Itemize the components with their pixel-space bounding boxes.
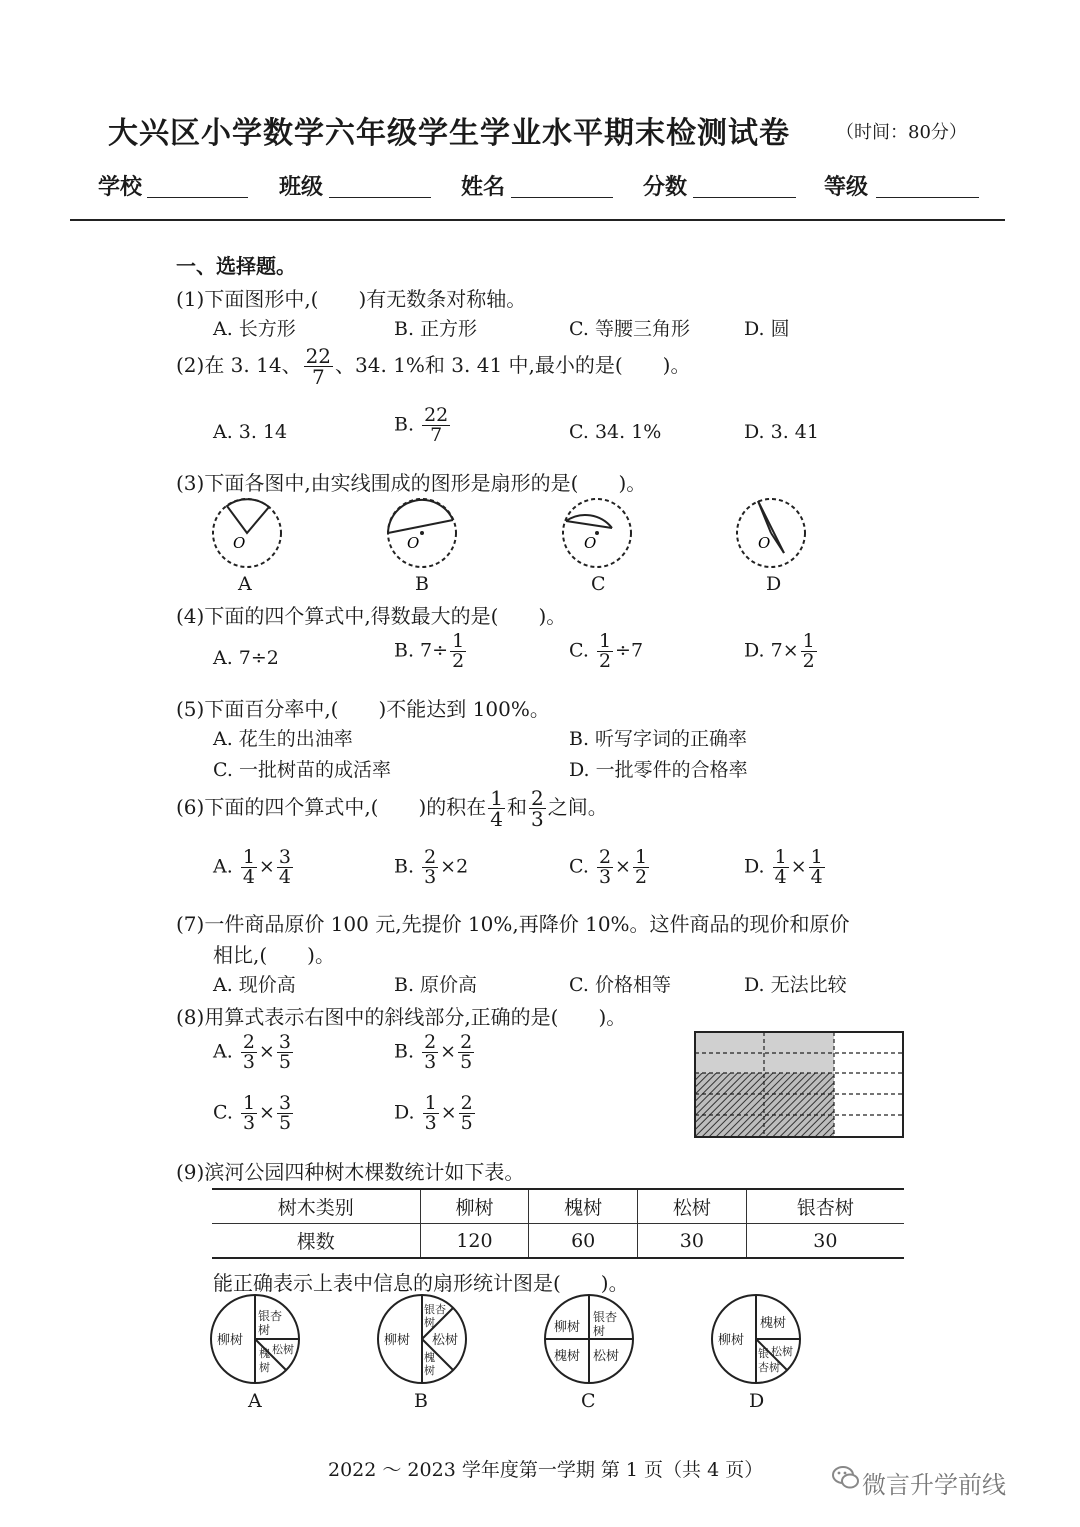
q4-od-text: D. 7×	[744, 639, 799, 662]
q8-oc-f1n: 1	[242, 1092, 256, 1114]
q8-od-label: D.	[394, 1101, 415, 1124]
table-cell: 30	[638, 1224, 747, 1259]
table-header-cell: 松树	[638, 1189, 747, 1224]
q7-option-d: D. 无法比较	[744, 974, 847, 996]
table-header-cell: 银杏树	[746, 1189, 904, 1224]
q3-center-d: O	[758, 534, 771, 552]
q6-oa-f2d: 4	[278, 866, 291, 888]
q8-oa-f2	[277, 1033, 293, 1072]
q4-oc-num: 1	[598, 630, 612, 652]
q6-oa-f2n: 3	[278, 846, 291, 868]
q9-b-yin2: 树	[424, 1316, 435, 1329]
field-score-label: 分数	[643, 175, 688, 200]
q6-od-times: ×	[790, 855, 807, 878]
q6-od-f1d: 4	[774, 866, 787, 888]
table-cell: 30	[746, 1224, 904, 1259]
q9-c-yin1: 银杏	[593, 1310, 618, 1324]
q8-od-f2	[459, 1094, 475, 1133]
table-header-row	[212, 1189, 904, 1224]
q7-stem-line2: 相比,( )。	[213, 943, 335, 967]
table-header-cell: 槐树	[529, 1189, 638, 1224]
q3-label-a: A	[238, 573, 252, 595]
q8-oc-f1	[241, 1094, 257, 1133]
q4-option-c	[569, 632, 643, 671]
q4-ob-den: 2	[452, 650, 465, 672]
q6-oa-f1	[241, 848, 257, 887]
q8-option-d	[394, 1094, 477, 1133]
q9-c-yin2: 树	[593, 1324, 606, 1338]
q6-ob-times2: ×2	[440, 855, 469, 878]
exam-title: 大兴区小学数学六年级学生学业水平期末检测试卷	[108, 116, 790, 151]
q9-c-liu: 柳树	[554, 1320, 581, 1335]
q5-stem: (5)下面百分率中,( )不能达到 100%。	[176, 697, 550, 721]
watermark: 微言升学前线	[862, 1471, 1006, 1499]
q2-stem	[176, 346, 691, 387]
q4-oc-den: 2	[598, 650, 612, 672]
q3-center-c: O	[584, 534, 597, 552]
table-cell: 120	[420, 1224, 529, 1259]
q8-option-c	[213, 1094, 295, 1133]
q3-figures	[200, 495, 840, 595]
q6-oc-label: C.	[569, 855, 589, 878]
q3-label-b: B	[415, 573, 429, 595]
q8-od-f1d: 3	[424, 1112, 437, 1134]
q8-oc-times: ×	[259, 1101, 275, 1124]
field-class-blank	[329, 197, 431, 198]
q9-a-huai2: 树	[259, 1361, 270, 1374]
q8-stem: (8)用算式表示右图中的斜线部分,正确的是( )。	[176, 1005, 627, 1029]
q6-oc-f1n: 2	[598, 846, 612, 868]
q2-option-c: C. 34. 1%	[569, 421, 662, 443]
q9-d-huai: 槐树	[760, 1316, 787, 1331]
field-score-blank	[693, 197, 796, 198]
q6-oa-label: A.	[213, 855, 233, 878]
table-cell: 60	[529, 1224, 638, 1259]
q5-option-d: D. 一批零件的合格率	[569, 759, 748, 781]
q3-figure-d	[737, 499, 805, 567]
q9-d-liu: 柳树	[718, 1333, 745, 1348]
q8-oa-label: A.	[213, 1040, 233, 1063]
q4-option-a: A. 7÷2	[213, 647, 279, 669]
q2-option-d: D. 3. 41	[744, 421, 819, 443]
q9-pie-c	[545, 1295, 633, 1383]
q6-f2-num: 2	[531, 786, 544, 810]
q6-oc-f2	[633, 848, 649, 887]
table-header-cell: 树木类别	[212, 1189, 420, 1224]
q7-option-c: C. 价格相等	[569, 974, 671, 996]
q8-ob-f2n: 2	[460, 1031, 473, 1053]
field-class-label: 班级	[279, 175, 324, 200]
q8-od-f2n: 2	[460, 1092, 473, 1114]
q6-stem	[176, 788, 608, 829]
q4-stem: (4)下面的四个算式中,得数最大的是( )。	[176, 604, 567, 628]
q6-option-b	[394, 848, 468, 887]
q4-option-b	[394, 632, 468, 671]
q6-oc-f2n: 1	[634, 846, 648, 868]
q2-stem-a: (2)在 3. 14、	[176, 353, 302, 377]
q2-frac-den: 7	[311, 365, 325, 389]
q9-pie-label-d: D	[749, 1390, 765, 1412]
q6-od-f1	[773, 848, 789, 887]
section-title: 一、选择题。	[176, 254, 296, 278]
q6-stem-frac2	[529, 788, 546, 829]
q6-od-f2n: 1	[810, 846, 823, 868]
q6-ob-label: B.	[394, 855, 415, 878]
q6-ob-f1n: 2	[424, 846, 437, 868]
q5-option-c: C. 一批树苗的成活率	[213, 759, 391, 781]
q8-ob-f1	[422, 1033, 438, 1072]
q3-center-b: O	[407, 534, 420, 552]
q8-gray-region	[695, 1032, 834, 1073]
q2-option-b-prefix: B.	[394, 413, 415, 436]
q6-oc-f2d: 2	[634, 866, 648, 888]
q9-pie-charts	[205, 1293, 815, 1389]
q6-f1-den: 4	[490, 807, 504, 831]
q9-a-yin2: 树	[258, 1323, 271, 1337]
q3-stem: (3)下面各图中,由实线围成的图形是扇形的是( )。	[176, 471, 647, 495]
q9-a-huai1: 槐	[259, 1347, 270, 1360]
q9-c-song: 松树	[593, 1349, 620, 1364]
field-grade-label: 等级	[824, 175, 869, 200]
q6-oa-f1d: 4	[242, 866, 255, 888]
q6-stem-mid: 和	[507, 795, 528, 819]
q6-option-a	[213, 848, 295, 887]
q6-option-c	[569, 848, 651, 887]
page-footer: 2022 ～ 2023 学年度第一学期 第 1 页（共 4 页）	[328, 1459, 764, 1481]
q9-b-huai2: 树	[424, 1364, 435, 1377]
q9-b-song: 松树	[432, 1333, 459, 1348]
q8-grid-figure	[694, 1031, 906, 1139]
q7-stem-line1: (7)一件商品原价 100 元,先提价 10%,再降价 10%。这件商品的现价和原价	[176, 912, 850, 936]
q6-od-f2	[809, 848, 825, 887]
table-row	[212, 1224, 904, 1259]
q6-od-f2d: 4	[810, 866, 823, 888]
q9-d-song: 松树	[771, 1345, 793, 1358]
q8-ob-f2	[458, 1033, 474, 1072]
q6-od-f1n: 1	[774, 846, 787, 868]
q2-ob-num: 22	[424, 404, 449, 426]
q8-oa-f1d: 3	[242, 1051, 255, 1073]
q8-ob-times: ×	[440, 1040, 457, 1063]
q9-pie-label-a: A	[248, 1390, 262, 1412]
q9-pie-a	[211, 1295, 299, 1383]
q9-a-liu: 柳树	[217, 1333, 244, 1348]
q6-f2-den: 3	[531, 807, 544, 831]
q4-od-den: 2	[802, 650, 815, 672]
q6-oc-f1d: 3	[598, 866, 612, 888]
q1-option-d: D. 圆	[744, 318, 790, 340]
q2-option-b	[394, 406, 452, 445]
q4-ob-text: B. 7÷	[394, 639, 449, 662]
q6-oa-times: ×	[258, 855, 275, 878]
wechat-icon	[832, 1464, 860, 1490]
field-school-blank	[147, 197, 248, 198]
q3-label-d: D	[766, 573, 782, 595]
q2-fraction	[304, 346, 333, 387]
q6-stem-b: 之间。	[547, 795, 608, 819]
q4-oc-suffix: ÷7	[615, 639, 644, 662]
q8-od-times: ×	[440, 1101, 457, 1124]
q9-tree-table	[212, 1188, 904, 1259]
q8-od-f1	[423, 1094, 439, 1133]
q2-frac-num: 22	[305, 344, 332, 368]
q7-option-b: B. 原价高	[394, 974, 478, 996]
q8-oa-f1	[241, 1033, 257, 1072]
exam-time: （时间：80分）	[836, 122, 967, 143]
q9-pie-label-c: C	[581, 1390, 596, 1412]
q8-oa-f2n: 3	[278, 1031, 291, 1053]
q9-a-song: 松树	[272, 1343, 294, 1356]
q3-figure-b	[388, 499, 456, 567]
q8-od-f2d: 5	[460, 1112, 473, 1134]
q5-option-b: B. 听写字词的正确率	[569, 728, 748, 750]
q4-ob-fraction	[450, 632, 466, 671]
q9-pie-label-b: B	[414, 1390, 428, 1412]
q8-ob-f1n: 2	[424, 1031, 437, 1053]
q1-option-b: B. 正方形	[394, 318, 478, 340]
q8-oc-label: C.	[213, 1101, 233, 1124]
field-grade-blank	[876, 197, 979, 198]
q9-d-yin2: 杏树	[758, 1361, 780, 1374]
q4-option-d	[744, 632, 819, 671]
q3-center-a: O	[233, 534, 246, 552]
q9-c-huai: 槐树	[554, 1349, 581, 1364]
q8-oa-times: ×	[258, 1040, 275, 1063]
q3-figure-a	[213, 499, 281, 567]
q8-option-b	[394, 1033, 476, 1072]
q6-option-d	[744, 848, 827, 887]
q8-ob-f1d: 3	[424, 1051, 437, 1073]
q6-od-label: D.	[744, 855, 765, 878]
q8-ob-f2d: 5	[460, 1051, 473, 1073]
q8-od-f1n: 1	[424, 1092, 437, 1114]
q8-ob-label: B.	[394, 1040, 415, 1063]
q8-oc-f2d: 5	[278, 1112, 292, 1134]
q9-stem: (9)滨河公园四种树木棵数统计如下表。	[176, 1160, 525, 1184]
q4-od-fraction	[801, 632, 817, 671]
q9-pie-b	[378, 1295, 466, 1383]
q6-stem-frac1	[488, 788, 505, 829]
q1-stem: (1)下面图形中,( )有无数条对称轴。	[176, 287, 527, 311]
q5-option-a: A. 花生的出油率	[213, 728, 353, 750]
q1-option-a: A. 长方形	[213, 318, 296, 340]
field-name-label: 姓名	[461, 175, 506, 200]
q2-option-b-fraction	[422, 406, 450, 445]
q8-oa-f1n: 2	[242, 1031, 255, 1053]
field-school-label: 学校	[98, 175, 143, 200]
q4-oc-prefix: C.	[569, 639, 589, 662]
q2-stem-b: 、34. 1%和 3. 41 中,最小的是( )。	[335, 353, 691, 377]
q6-oc-times: ×	[615, 855, 631, 878]
header-divider	[70, 219, 1005, 221]
q9-pie-d	[712, 1295, 800, 1383]
q1-option-c: C. 等腰三角形	[569, 318, 690, 340]
q3-figure-c	[563, 499, 631, 567]
q7-option-a: A. 现价高	[213, 974, 296, 996]
q6-oa-f1n: 1	[242, 846, 255, 868]
q4-od-num: 1	[802, 630, 815, 652]
q2-option-a: A. 3. 14	[213, 421, 288, 443]
q6-oa-f2	[277, 848, 293, 887]
table-header-cell: 柳树	[420, 1189, 529, 1224]
q3-label-c: C	[591, 573, 606, 595]
q8-oc-f1d: 3	[242, 1112, 256, 1134]
q9-b-liu: 柳树	[384, 1333, 411, 1348]
q9-a-yin1: 银杏	[258, 1309, 283, 1323]
table-cell: 棵数	[212, 1224, 420, 1259]
q8-oa-f2d: 5	[278, 1051, 291, 1073]
q9-d-yin1: 银	[758, 1347, 769, 1360]
q4-oc-fraction	[597, 632, 613, 671]
q9-stem2: 能正确表示上表中信息的扇形统计图是( )。	[213, 1271, 629, 1295]
q9-b-yin1: 银杏	[424, 1303, 446, 1316]
q6-f1-num: 1	[490, 786, 504, 810]
q6-oc-f1	[597, 848, 613, 887]
q6-ob-f1	[422, 848, 438, 887]
q6-ob-f1d: 3	[424, 866, 437, 888]
q8-oc-f2n: 3	[278, 1092, 292, 1114]
q8-option-a	[213, 1033, 295, 1072]
q9-b-huai1: 槐	[424, 1351, 435, 1364]
q4-ob-num: 1	[452, 630, 465, 652]
field-name-blank	[511, 197, 613, 198]
q2-ob-den: 7	[430, 424, 443, 446]
q6-stem-a: (6)下面的四个算式中,( )的积在	[176, 795, 487, 819]
q8-oc-f2	[277, 1094, 293, 1133]
